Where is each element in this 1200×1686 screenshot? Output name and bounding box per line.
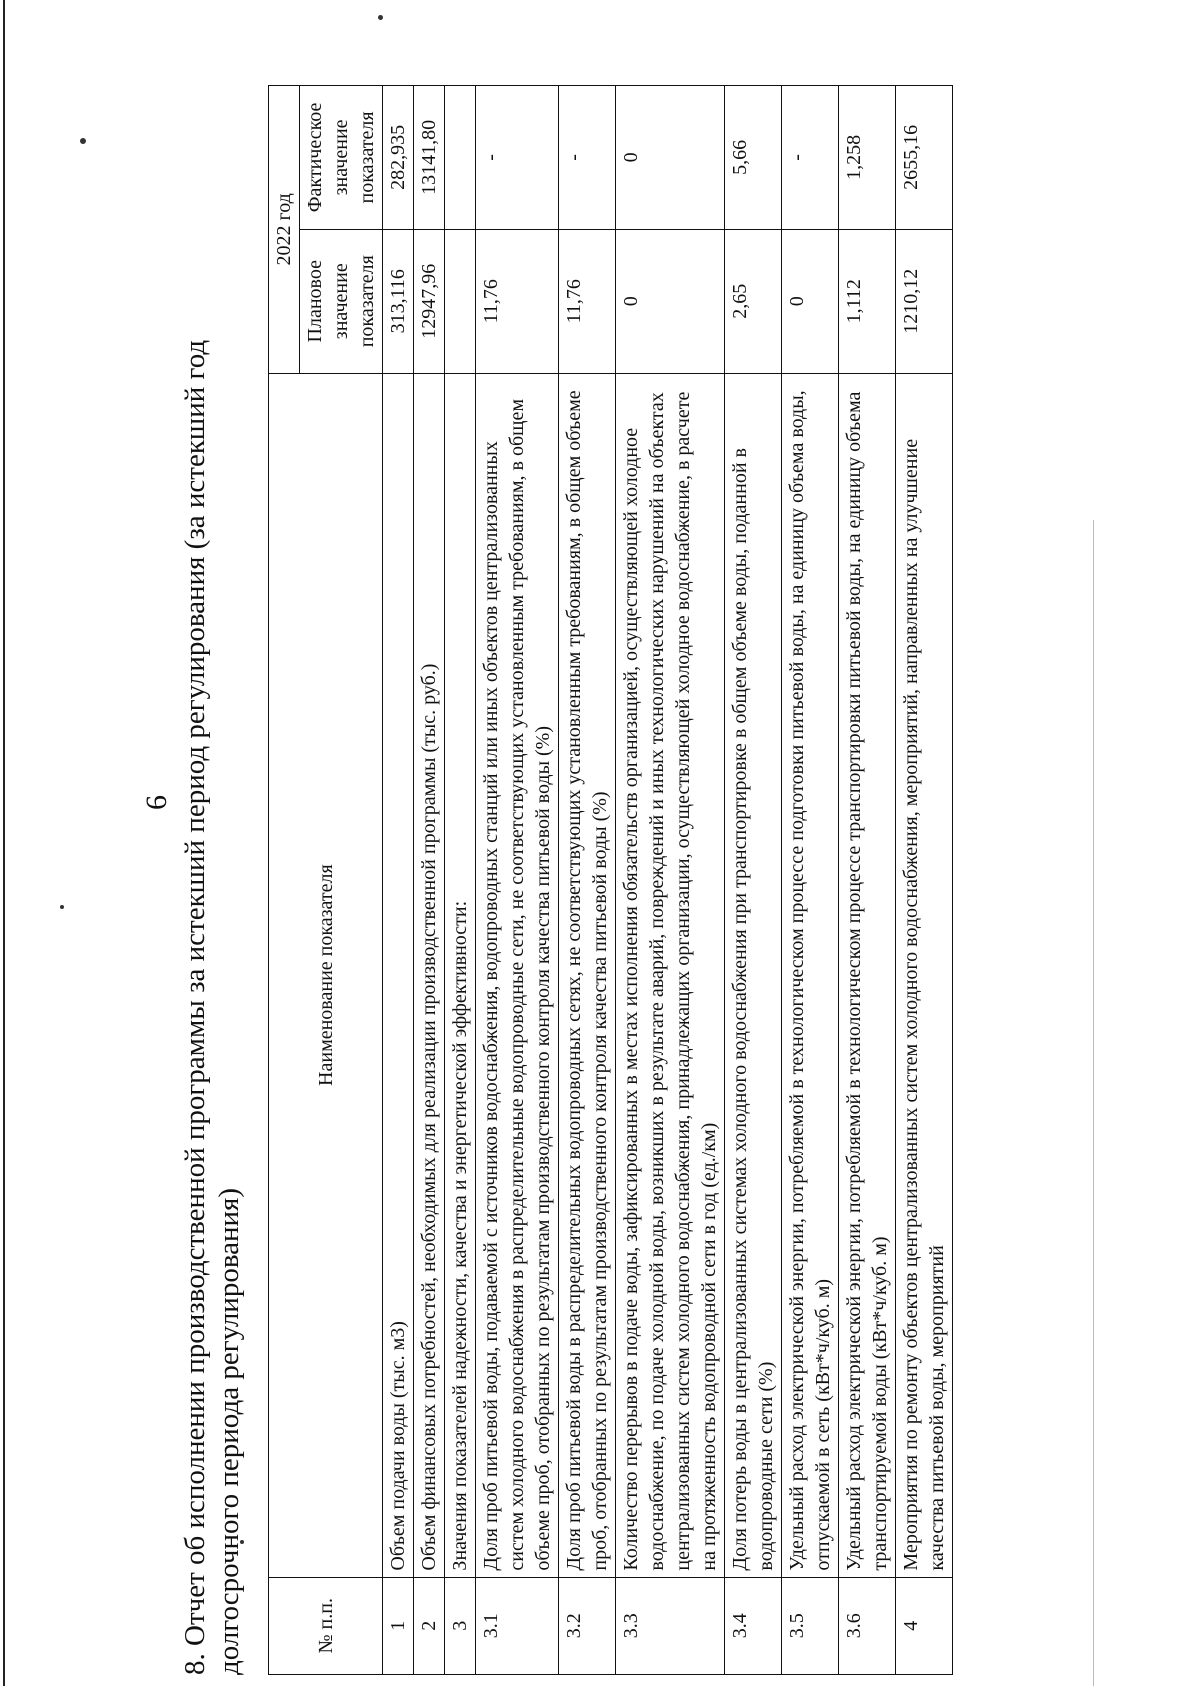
row-plan: 11,76 — [559, 229, 616, 373]
row-plan: 0 — [782, 229, 839, 373]
row-fact: 282,935 — [383, 86, 414, 230]
row-fact: - — [476, 86, 559, 230]
header-fact: Фактическое значение показателя — [300, 86, 383, 230]
row-plan: 1,112 — [839, 229, 896, 373]
row-plan: 0 — [616, 229, 725, 373]
production-program-report-table — [268, 85, 953, 1675]
table-row — [414, 86, 445, 1675]
row-fact: 5,66 — [725, 86, 782, 230]
table-row — [383, 86, 414, 1675]
row-name: Удельный расход электрической энергии, потребляемой в технологическом процессе подготовки питьевой воды, на единицу объема воды, отпускаемой в сеть (кВт*ч/куб. м) — [782, 373, 839, 1577]
row-plan: 1210,12 — [896, 229, 953, 373]
row-name: Количество перерывов в подаче воды, зафиксированных в местах исполнения обязательств организацией, осуществляющей холодное водоснабжение, по подаче холодной воды, возникших в результате аварий, повреждений и иных технологических нарушений на объектах централизованных систем холодного водоснабжения, принадлежащих организации, осуществляющей холодное водоснабжение, в расчете на протяженность водопроводной сети в год (ед./км) — [616, 373, 725, 1577]
row-plan: 313,116 — [383, 229, 414, 373]
table-row — [782, 86, 839, 1675]
section-title — [178, 70, 246, 1675]
row-fact: 13141,80 — [414, 86, 445, 230]
header-num: № п.п. — [269, 1577, 383, 1674]
scan-speck — [378, 15, 383, 20]
row-name: Объем подачи воды (тыс. м3) — [383, 373, 414, 1577]
row-fact: 0 — [616, 86, 725, 230]
table-row — [839, 86, 896, 1675]
row-fact: - — [559, 86, 616, 230]
table-header-row — [269, 86, 300, 1675]
row-num: 4 — [896, 1577, 953, 1674]
row-plan: 12947,96 — [414, 229, 445, 373]
row-num: 3.6 — [839, 1577, 896, 1674]
row-num: 3.4 — [725, 1577, 782, 1674]
table-row — [616, 86, 725, 1675]
row-num: 3.1 — [476, 1577, 559, 1674]
header-name: Наименование показателя — [269, 373, 383, 1577]
section-title-line2: долгосрочного периода регулирования) — [213, 1187, 245, 1675]
row-fact — [445, 86, 476, 230]
table-row — [445, 86, 476, 1675]
scan-speck — [60, 905, 64, 909]
row-num: 3 — [445, 1577, 476, 1674]
row-name: Удельный расход электрической энергии, потребляемой в технологическом процессе транспортировки питьевой воды, на единицу объема транспортируемой воды (кВт*ч/куб. м) — [839, 373, 896, 1577]
row-plan: 11,76 — [476, 229, 559, 373]
row-num: 3.5 — [782, 1577, 839, 1674]
row-num: 2 — [414, 1577, 445, 1674]
row-num: 3.2 — [559, 1577, 616, 1674]
page-fold-line — [1093, 520, 1094, 1686]
row-name: Мероприятия по ремонту объектов централизованных систем холодного водоснабжения, мероприятий, направленных на улучшение качества питьевой воды, мероприятий — [896, 373, 953, 1577]
row-num: 1 — [383, 1577, 414, 1674]
scan-speck — [80, 138, 86, 144]
header-year: 2022 год — [269, 86, 300, 374]
row-fact: - — [782, 86, 839, 230]
header-plan: Плановое значение показателя — [300, 229, 383, 373]
row-name: Значения показателей надежности, качества и энергетической эффективности: — [445, 373, 476, 1577]
row-name: Доля потерь воды в централизованных системах холодного водоснабжения при транспортировке в общем объеме воды, поданной в водопроводные сети (%) — [725, 373, 782, 1577]
page-number: 6 — [140, 795, 173, 810]
row-plan: 2,65 — [725, 229, 782, 373]
page-edge-line — [3, 0, 5, 1686]
row-name: Объем финансовых потребностей, необходимых для реализации производственной программы (тыс. руб.) — [414, 373, 445, 1577]
rotated-page-content — [178, 70, 1078, 1675]
table-row — [725, 86, 782, 1675]
row-fact: 1,258 — [839, 86, 896, 230]
row-name: Доля проб питьевой воды, подаваемой с источников водоснабжения, водопроводных станций или иных объектов централизованных систем холодного водоснабжения в распределительные водопроводные сети, не соответствующих установленным требованиям, в общем объеме проб, отобранных по результатам производственного контроля качества питьевой воды (%) — [476, 373, 559, 1577]
section-title-line1: 8. Отчет об исполнении производственной программы за истекший период регулирования (за истекший год — [179, 339, 211, 1675]
row-plan — [445, 229, 476, 373]
row-num: 3.3 — [616, 1577, 725, 1674]
row-fact: 2655,16 — [896, 86, 953, 230]
table-row — [476, 86, 559, 1675]
table-row — [896, 86, 953, 1675]
row-name: Доля проб питьевой воды в распределительных водопроводных сетях, не соответствующих установленным требованиям, в общем объеме проб, отобранных по результатам производственного контроля качества питьевой воды (%) — [559, 373, 616, 1577]
table-row — [559, 86, 616, 1675]
